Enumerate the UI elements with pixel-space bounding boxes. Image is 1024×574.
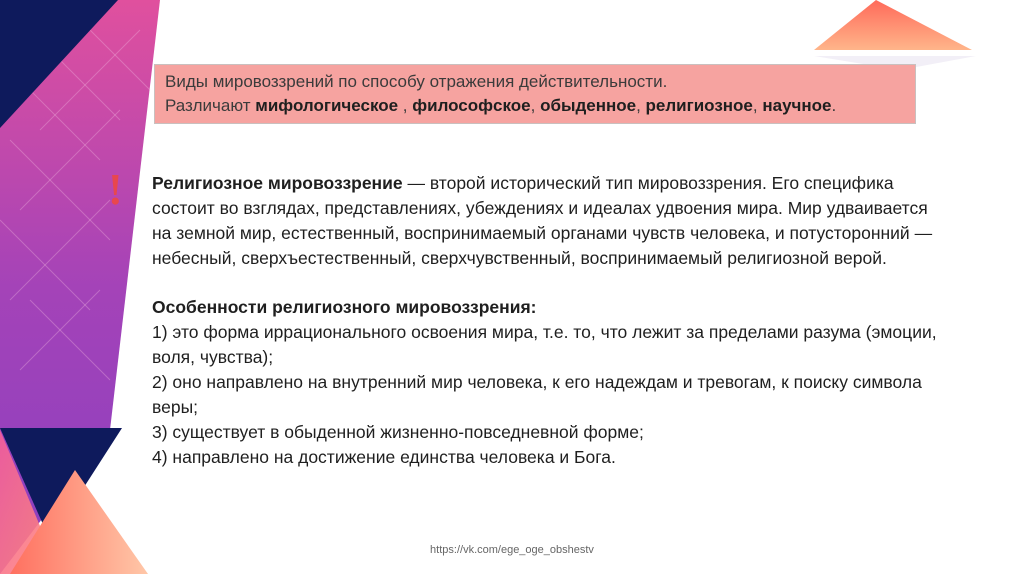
type-everyday: обыденное bbox=[540, 96, 637, 115]
main-content bbox=[152, 171, 942, 470]
feature-item: 2) оно направлено на внутренний мир человека, к его надеждам и тревогам, к поиску символа веры; bbox=[152, 372, 922, 417]
type-scientific: научное bbox=[762, 96, 832, 115]
box-line-1: Виды мировоззрений по способу отражения действительности. bbox=[165, 72, 668, 91]
exclamation-icon: ! bbox=[108, 165, 123, 214]
box-line-2-prefix: Различают bbox=[165, 96, 256, 115]
type-sep: . bbox=[831, 96, 837, 115]
features-heading-text: Особенности религиозного мировоззрения: bbox=[152, 297, 537, 317]
type-sep: , bbox=[752, 96, 763, 115]
feature-item: 1) это форма иррационального освоения мира, т.е. то, что лежит за пределами разума (эмоции, воля, чувства); bbox=[152, 322, 937, 367]
features-heading bbox=[152, 295, 942, 320]
type-sep: , bbox=[530, 96, 541, 115]
type-religious: религиозное bbox=[645, 96, 753, 115]
orange-triangle-top-right bbox=[814, 0, 972, 50]
feature-item: 4) направлено на достижение единства человека и Бога. bbox=[152, 447, 616, 467]
definition-paragraph bbox=[152, 171, 942, 271]
box-line-2 bbox=[165, 94, 905, 118]
definition-term: Религиозное мировоззрение bbox=[152, 173, 403, 193]
type-sep: , bbox=[398, 96, 413, 115]
type-sep: , bbox=[636, 96, 646, 115]
worldview-types-box bbox=[154, 64, 916, 124]
feature-item: 3) существует в обыденной жизненно-повседневной форме; bbox=[152, 422, 644, 442]
footer-link[interactable]: https://vk.com/ege_oge_obshestv bbox=[430, 544, 594, 556]
type-mythological: мифологическое bbox=[255, 96, 399, 115]
type-philosophical: философское bbox=[412, 96, 531, 115]
definition-text: — второй исторический тип мировоззрения. Его специфика состоит во взглядах, представлениях, убеждениях и идеалах удвоения мира. Мир удваивается на земной мир, естественный, воспринимаемый органами чувств человека, и потусторонний — небесный, сверхъестественный, сверхчувственный, воспринимаемый религиозной верой. bbox=[152, 173, 933, 268]
